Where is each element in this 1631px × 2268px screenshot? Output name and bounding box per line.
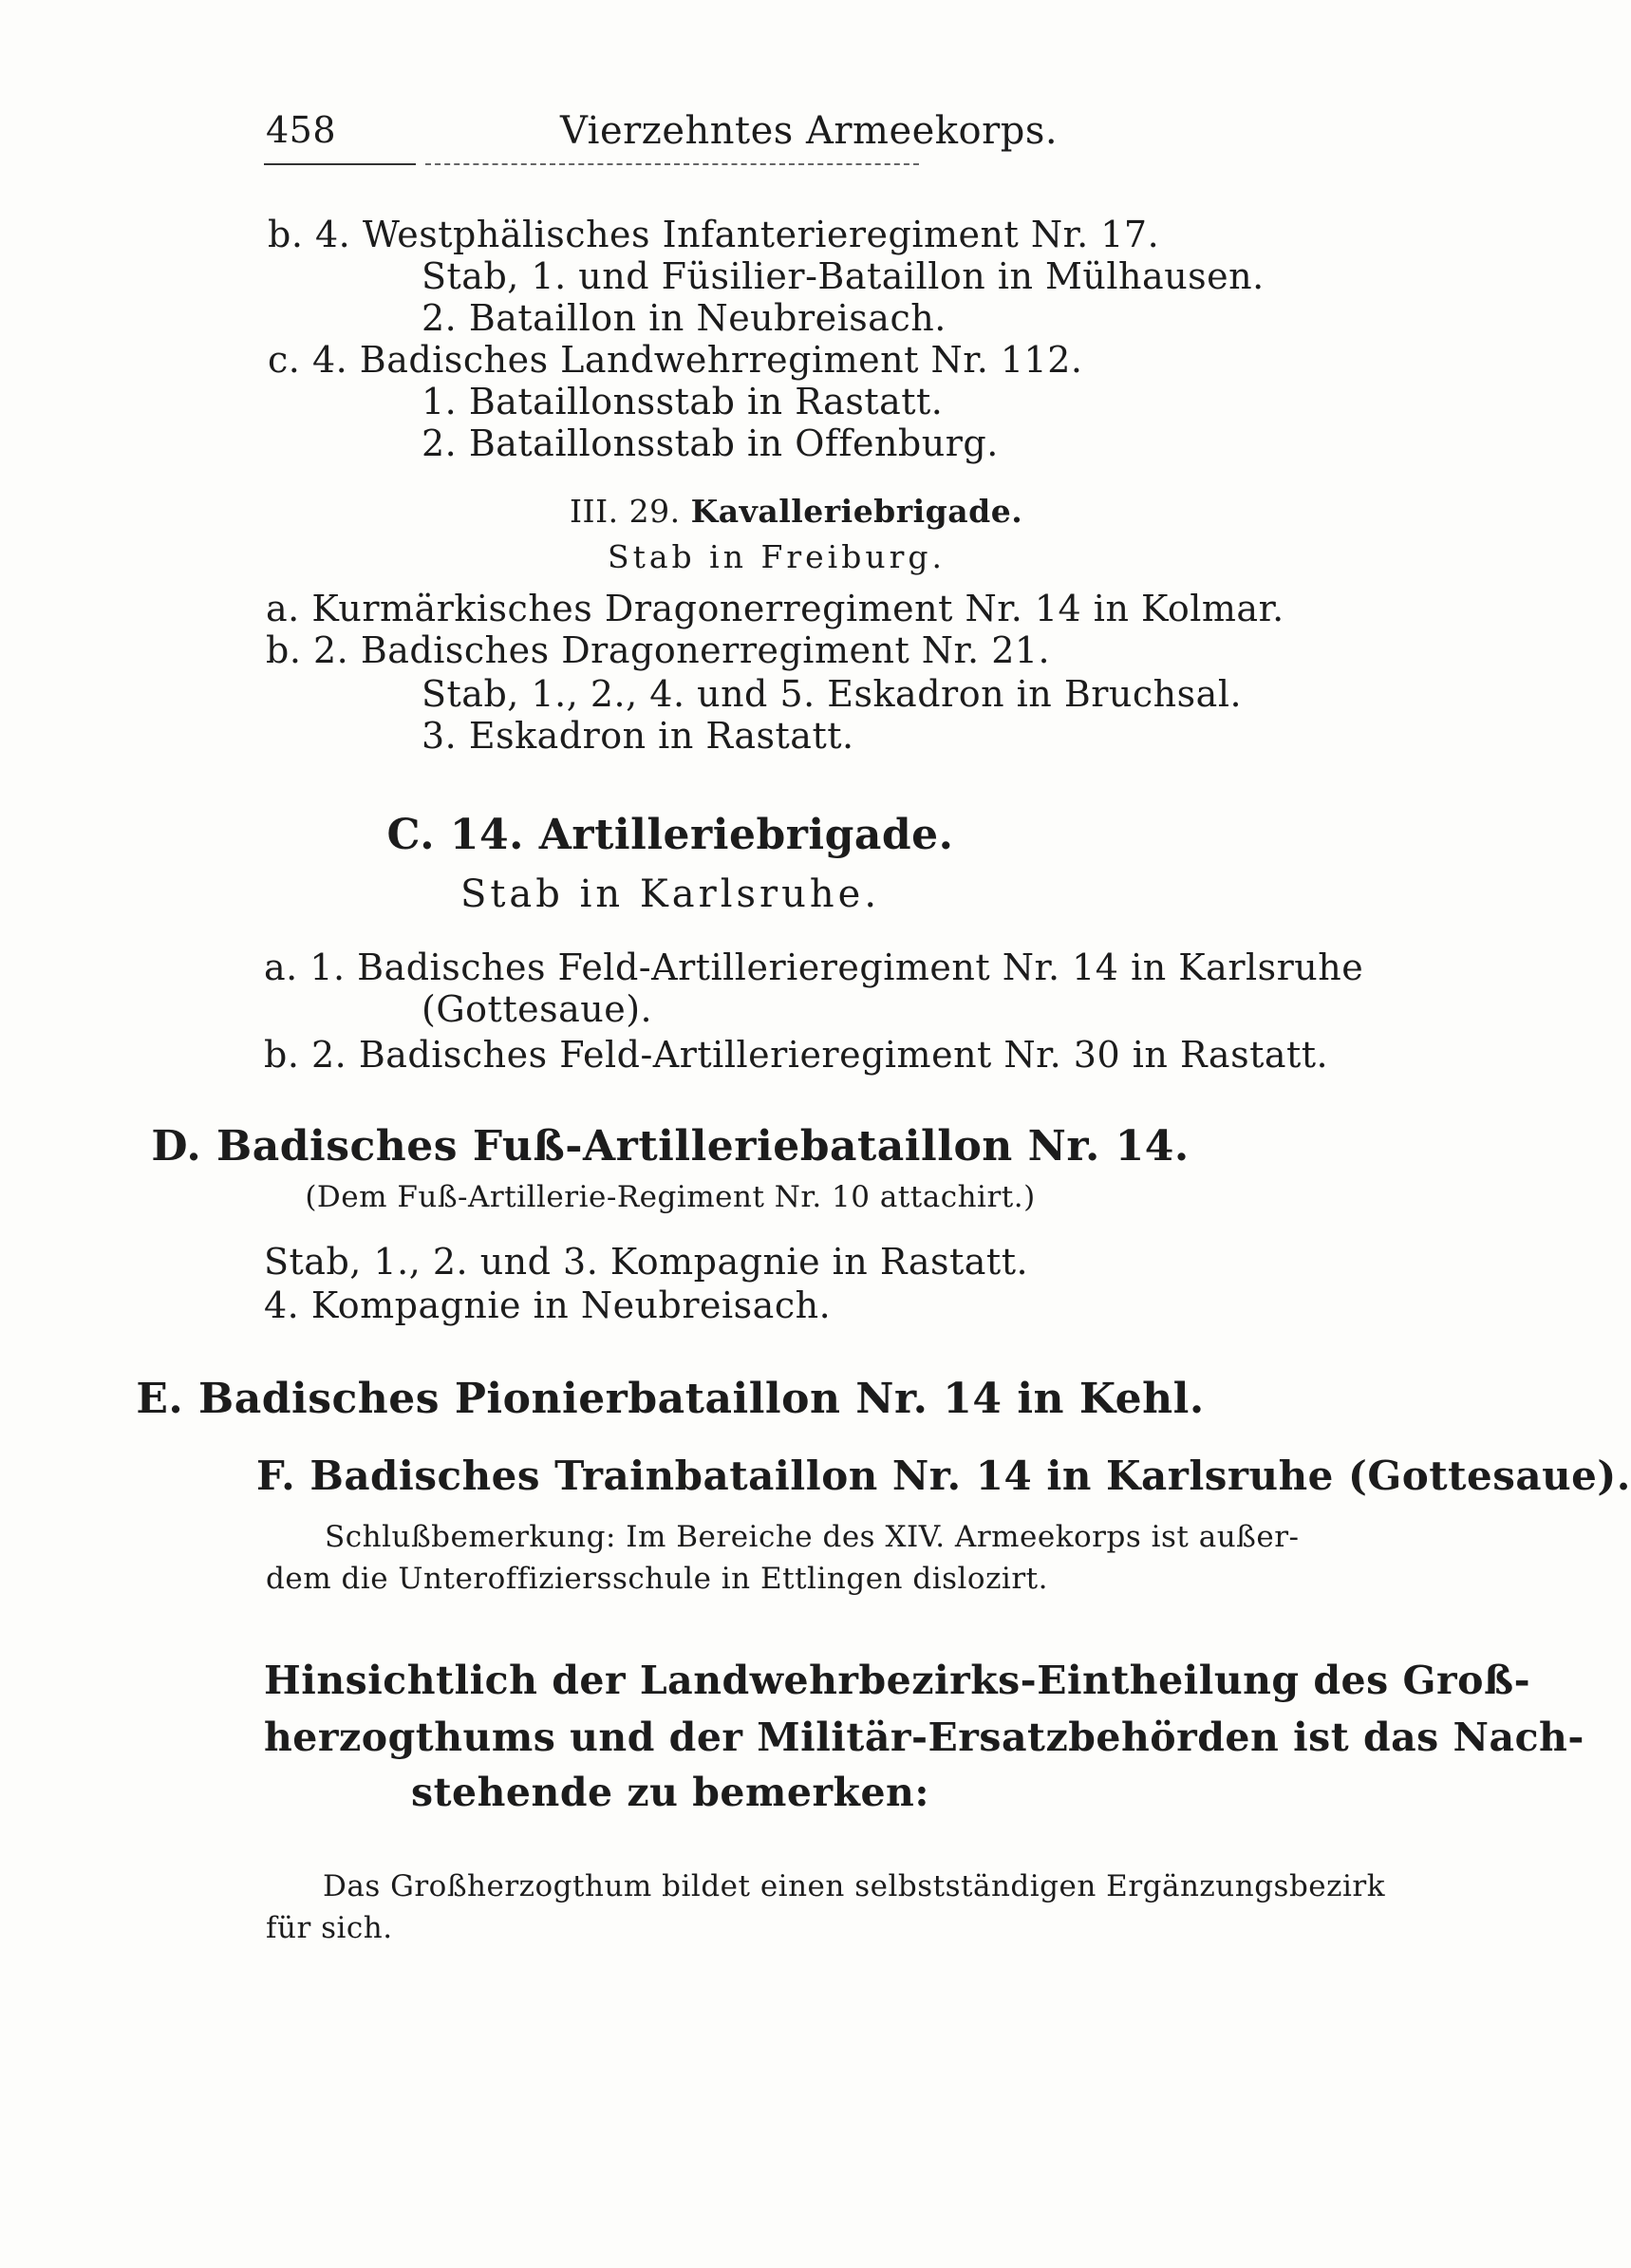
train-heading: F. Badisches Trainbataillon Nr. 14 in Karlsruhe (Gottesaue). — [256, 1453, 1631, 1499]
closing-line2: für sich. — [266, 1911, 393, 1945]
artillery-item-a1: a. 1. Badisches Feld-Artillerieregiment Nr. 14 in Karlsruhe — [264, 947, 1364, 988]
cavalry-staff: Stab in Freiburg. — [608, 538, 946, 575]
running-title: Vierzehntes Armeekorps. — [560, 109, 1059, 153]
final-remark-line2: dem die Unteroffiziersschule in Ettlingen dislozirt. — [266, 1562, 1048, 1596]
artillery-heading: C. 14. Artilleriebrigade. — [386, 811, 954, 859]
cavalry-heading: Kavalleriebrigade. — [690, 493, 1023, 530]
cavalry-heading-line — [570, 493, 1023, 530]
artillery-staff: Stab in Karlsruhe. — [459, 872, 881, 916]
block-c-line1: c. 4. Badisches Landwehrregiment Nr. 112. — [268, 339, 1083, 381]
cavalry-item-a: a. Kurmärkisches Dragonerregiment Nr. 14 in Kolmar. — [266, 588, 1284, 629]
block-b-line3: 2. Bataillon in Neubreisach. — [422, 297, 947, 339]
foot-artillery-line1: Stab, 1., 2. und 3. Kompagnie in Rastatt. — [264, 1241, 1029, 1283]
landwehr-line3: stehende zu bemerken: — [411, 1770, 929, 1815]
foot-artillery-line2: 4. Kompagnie in Neubreisach. — [264, 1284, 832, 1326]
block-b-line2: Stab, 1. und Füsilier-Bataillon in Mülhausen. — [422, 255, 1265, 297]
cavalry-item-b2: Stab, 1., 2., 4. und 5. Eskadron in Bruchsal. — [422, 673, 1243, 715]
foot-artillery-note: (Dem Fuß-Artillerie-Regiment Nr. 10 attachirt.) — [305, 1180, 1036, 1214]
block-c-line2: 1. Bataillonsstab in Rastatt. — [422, 381, 944, 422]
final-remark-line1: Schlußbemerkung: Im Bereiche des XIV. Armeekorps ist außer- — [325, 1520, 1300, 1554]
artillery-item-b: b. 2. Badisches Feld-Artillerieregiment Nr. 30 in Rastatt. — [264, 1034, 1329, 1076]
artillery-item-a2: (Gottesaue). — [422, 988, 653, 1030]
cavalry-item-b1: b. 2. Badisches Dragonerregiment Nr. 21. — [266, 629, 1051, 671]
pioneers-heading: E. Badisches Pionierbataillon Nr. 14 in Kehl. — [136, 1375, 1205, 1423]
foot-artillery-heading: D. Badisches Fuß-Artilleriebataillon Nr. 14. — [151, 1122, 1190, 1171]
cavalry-heading-number: III. 29. — [570, 493, 681, 530]
page-number: 458 — [266, 109, 337, 151]
landwehr-line1: Hinsichtlich der Landwehrbezirks-Eintheilung des Groß- — [264, 1658, 1531, 1703]
header-rule-dashed — [425, 163, 919, 165]
block-c-line3: 2. Bataillonsstab in Offenburg. — [422, 422, 999, 464]
cavalry-item-b3: 3. Eskadron in Rastatt. — [422, 715, 854, 757]
block-b-line1: b. 4. Westphälisches Infanterieregiment Nr. 17. — [268, 214, 1160, 255]
header-rule — [264, 163, 416, 165]
landwehr-line2: herzogthums und der Militär-Ersatzbehörden ist das Nach- — [264, 1715, 1584, 1760]
closing-line1: Das Großherzogthum bildet einen selbstständigen Ergänzungsbezirk — [323, 1869, 1385, 1903]
